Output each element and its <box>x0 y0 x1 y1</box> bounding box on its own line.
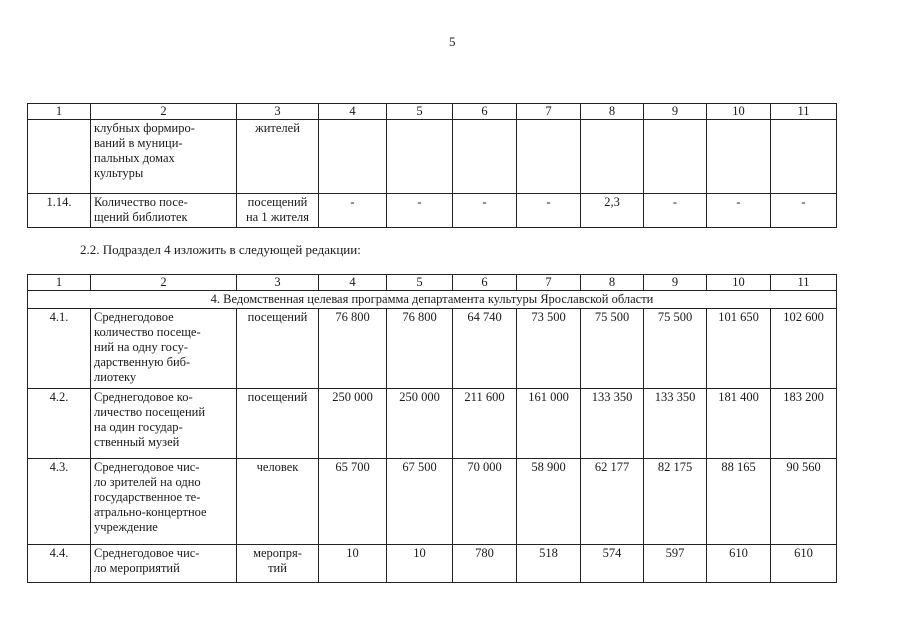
unit-line: меропря- <box>253 546 302 560</box>
column-number: 5 <box>387 275 453 291</box>
unit-line: на 1 жителя <box>245 210 310 224</box>
unit-cell <box>237 309 319 389</box>
unit-line: тий <box>268 561 287 575</box>
indicator-name-line: на один государ- <box>94 420 183 434</box>
row-number: 1.14. <box>28 194 91 228</box>
value-cell: 64 740 <box>453 309 517 389</box>
value-cell: 2,3 <box>581 194 644 228</box>
indicator-name-line: пальных домах <box>94 151 175 165</box>
indicator-name-line: Среднегодовое <box>94 310 174 324</box>
value-cell: 161 000 <box>517 389 581 459</box>
value-cell: 610 <box>771 545 837 583</box>
column-number: 6 <box>453 104 517 120</box>
column-number: 1 <box>28 275 91 291</box>
value-cell: 250 000 <box>319 389 387 459</box>
value-cell: 76 800 <box>387 309 453 389</box>
indicator-name-line: атрально-концертное <box>94 505 207 519</box>
value-cell: 75 500 <box>581 309 644 389</box>
column-number: 8 <box>581 275 644 291</box>
indicator-name-line: Среднегодовое ко- <box>94 390 193 404</box>
column-number: 11 <box>771 104 837 120</box>
indicator-name-line: государственное те- <box>94 490 201 504</box>
value-cell: 780 <box>453 545 517 583</box>
table-row <box>28 389 837 459</box>
column-number: 7 <box>517 275 581 291</box>
row-number <box>28 120 91 194</box>
column-number: 11 <box>771 275 837 291</box>
indicator-name <box>91 459 237 545</box>
value-cell: 65 700 <box>319 459 387 545</box>
unit-cell <box>237 194 319 228</box>
value-cell: 181 400 <box>707 389 771 459</box>
value-cell: - <box>453 194 517 228</box>
column-number: 2 <box>91 275 237 291</box>
column-number-row <box>28 104 837 120</box>
indicator-name-line: лиотеку <box>94 370 137 384</box>
value-cell: 70 000 <box>453 459 517 545</box>
indicator-name-line: дарственную биб- <box>94 355 191 369</box>
value-cell: 597 <box>644 545 707 583</box>
table-section-4 <box>27 274 837 583</box>
value-cell: - <box>771 194 837 228</box>
value-cell <box>581 120 644 194</box>
indicator-name-line: ственный музей <box>94 435 180 449</box>
unit-cell <box>237 545 319 583</box>
unit-cell <box>237 120 319 194</box>
indicator-name-line: учреждение <box>94 520 158 534</box>
value-cell: 75 500 <box>644 309 707 389</box>
section-title: 4. Ведомственная целевая программа департамента культуры Ярославской области <box>28 291 837 309</box>
value-cell: - <box>387 194 453 228</box>
value-cell: 82 175 <box>644 459 707 545</box>
column-number: 10 <box>707 275 771 291</box>
indicator-name-line: ло мероприятий <box>94 561 180 575</box>
indicator-name-line: клубных формиро- <box>94 121 195 135</box>
column-number: 3 <box>237 104 319 120</box>
indicator-name <box>91 309 237 389</box>
value-cell: 610 <box>707 545 771 583</box>
column-number: 4 <box>319 104 387 120</box>
value-cell: 250 000 <box>387 389 453 459</box>
value-cell: 67 500 <box>387 459 453 545</box>
row-number: 4.3. <box>28 459 91 545</box>
value-cell <box>517 120 581 194</box>
unit-line: посещений <box>247 195 308 209</box>
value-cell: 90 560 <box>771 459 837 545</box>
row-number: 4.1. <box>28 309 91 389</box>
column-number: 2 <box>91 104 237 120</box>
indicator-name <box>91 120 237 194</box>
value-cell <box>644 120 707 194</box>
value-cell <box>453 120 517 194</box>
value-cell <box>319 120 387 194</box>
indicator-name <box>91 389 237 459</box>
value-cell: 58 900 <box>517 459 581 545</box>
indicator-name-line: щений библиотек <box>94 210 188 224</box>
value-cell: 62 177 <box>581 459 644 545</box>
indicator-name <box>91 545 237 583</box>
section-title-row <box>28 291 837 309</box>
value-cell: 10 <box>319 545 387 583</box>
instruction-text: 2.2. Подраздел 4 изложить в следующей редакции: <box>80 242 361 257</box>
column-number: 7 <box>517 104 581 120</box>
value-cell: - <box>319 194 387 228</box>
value-cell: 133 350 <box>581 389 644 459</box>
indicator-name-line: ваний в муници- <box>94 136 183 150</box>
value-cell: 133 350 <box>644 389 707 459</box>
column-number: 5 <box>387 104 453 120</box>
indicator-name-line: количество посеще- <box>94 325 201 339</box>
indicator-name-line: личество посещений <box>94 405 206 419</box>
unit-cell <box>237 459 319 545</box>
table-row <box>28 545 837 583</box>
unit-cell <box>237 389 319 459</box>
value-cell: 211 600 <box>453 389 517 459</box>
value-cell <box>707 120 771 194</box>
column-number: 4 <box>319 275 387 291</box>
table-row <box>28 309 837 389</box>
column-number: 10 <box>707 104 771 120</box>
table-row <box>28 459 837 545</box>
table-row <box>28 120 837 194</box>
column-number: 6 <box>453 275 517 291</box>
row-number: 4.2. <box>28 389 91 459</box>
indicator-name-line: Среднегодовое чис- <box>94 460 200 474</box>
value-cell: - <box>517 194 581 228</box>
column-number: 9 <box>644 104 707 120</box>
unit-line: посещений <box>247 390 308 404</box>
indicator-name-line: Среднегодовое чис- <box>94 546 200 560</box>
value-cell: - <box>644 194 707 228</box>
indicator-name-line: Количество посе- <box>94 195 188 209</box>
table-row <box>28 194 837 228</box>
row-number: 4.4. <box>28 545 91 583</box>
value-cell: 76 800 <box>319 309 387 389</box>
value-cell: 518 <box>517 545 581 583</box>
indicator-name-line: ло зрителей на одно <box>94 475 201 489</box>
value-cell: 574 <box>581 545 644 583</box>
column-number: 1 <box>28 104 91 120</box>
value-cell <box>771 120 837 194</box>
indicator-name <box>91 194 237 228</box>
value-cell: 10 <box>387 545 453 583</box>
value-cell: - <box>707 194 771 228</box>
column-number: 9 <box>644 275 707 291</box>
value-cell: 73 500 <box>517 309 581 389</box>
unit-line: посещений <box>247 310 308 324</box>
value-cell: 101 650 <box>707 309 771 389</box>
value-cell <box>387 120 453 194</box>
value-cell: 183 200 <box>771 389 837 459</box>
value-cell: 102 600 <box>771 309 837 389</box>
unit-line: человек <box>256 460 299 474</box>
indicator-name-line: культуры <box>94 166 144 180</box>
value-cell: 88 165 <box>707 459 771 545</box>
unit-line: жителей <box>255 121 300 135</box>
column-number: 8 <box>581 104 644 120</box>
column-number-row <box>28 275 837 291</box>
page-number: 5 <box>449 34 456 49</box>
column-number: 3 <box>237 275 319 291</box>
indicator-name-line: ний на одну госу- <box>94 340 189 354</box>
table-continuation <box>27 103 837 228</box>
